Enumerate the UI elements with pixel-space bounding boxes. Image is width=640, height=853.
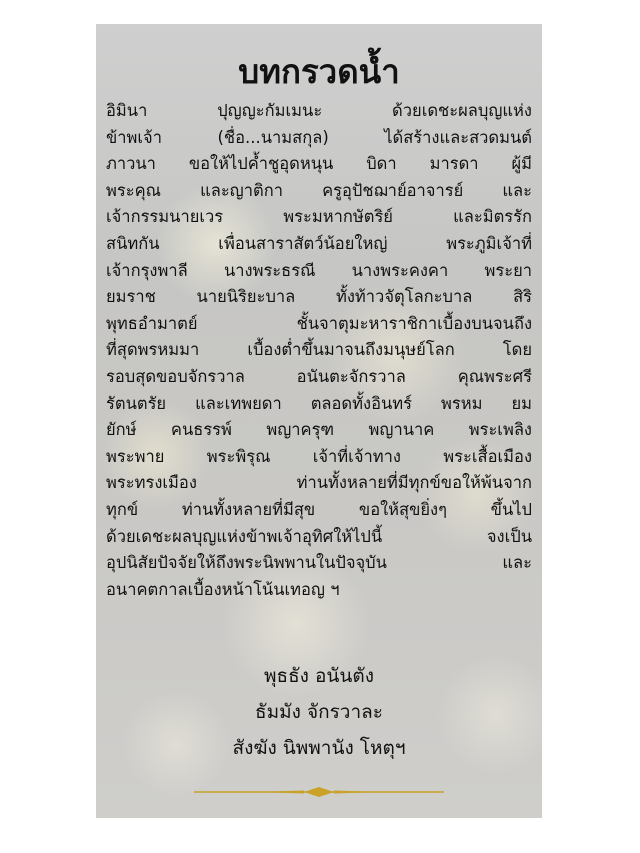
- verse-line: พุธธัง อนันตัง: [263, 665, 375, 687]
- prayer-line: อนาคตกาลเบื้องหน้าโน้นเทอญ ฯ: [106, 579, 340, 599]
- prayer-line: พระคุณ และญาติกา ครูอุปัชฌาย์อาจารย์ และ: [106, 180, 532, 200]
- prayer-line: สนิทกัน เพื่อนสาราสัตว์น้อยใหญ่ พระภูมิเจ้าที่: [106, 233, 532, 253]
- verse-line: ธัมมัง จักรวาละ: [255, 701, 383, 723]
- prayer-line: พระทรงเมือง ท่านทั้งหลายที่มีทุกข์ขอให้พ้นจาก: [106, 473, 532, 493]
- prayer-line: ยักษ์ คนธรรพ์ พญาครุฑ พญานาค พระเพลิง: [106, 420, 532, 440]
- prayer-line: ที่สุดพรหมมา เบื้องต่ำขึ้นมาจนถึงมนุษย์โลก โดย: [106, 340, 532, 360]
- prayer-line: พุทธอำมาตย์ ชั้นจาตุมะหาราชิกาเบื้องบนจนถึง: [106, 313, 532, 333]
- prayer-line: ทุกข์ ท่านทั้งหลายที่มีสุข ขอให้สุขยิ่งๆ ขึ้นไป: [106, 499, 532, 519]
- prayer-line: ยมราช นายนิริยะบาล ทั้งท้าวจัตุโลกะบาล สิริ: [106, 287, 532, 307]
- prayer-line: เจ้ากรรมนายเวร พระมหากษัตริย์ และมิตรรัก: [106, 207, 532, 227]
- verse-line: สังฆัง นิพพานัง โหตุฯ: [232, 737, 406, 759]
- prayer-line: ข้าพเจ้า (ชื่อ...นามสกุล) ได้สร้างและสวดมนต์: [106, 127, 532, 147]
- page-title: บทกรวดน้ำ: [238, 52, 400, 91]
- prayer-line: ด้วยเดชะผลบุญแห่งข้าพเจ้าอุทิศให้ไปนี้ จงเป็น: [106, 526, 532, 546]
- prayer-line: รอบสุดขอบจักรวาล อนันตะจักรวาล คุณพระศรี: [106, 366, 532, 386]
- prayer-line: เจ้ากรุงพาลี นางพระธรณี นางพระคงคา พระยา: [106, 260, 532, 280]
- prayer-card: [96, 24, 542, 818]
- gold-divider-ornament: [194, 786, 444, 798]
- prayer-line: อิมินา ปุญญะกัมเมนะ ด้วยเดชะผลบุญแห่ง: [106, 101, 532, 120]
- prayer-line: รัตนตรัย และเทพยดา ตลอดทั้งอินทร์ พรหม ยม: [106, 393, 532, 413]
- closing-verse: [96, 658, 542, 766]
- prayer-body: [106, 98, 532, 603]
- prayer-line: ภาวนา ขอให้ไปค้ำชูอุดหนุน บิดา มารดา ผู้มี: [106, 154, 532, 174]
- prayer-line: พระพาย พระพิรุณ เจ้าที่เจ้าทาง พระเสื้อเมือง: [106, 446, 532, 466]
- prayer-line: อุปนิสัยปัจจัยให้ถึงพระนิพพานในปัจจุบัน และ: [106, 553, 532, 573]
